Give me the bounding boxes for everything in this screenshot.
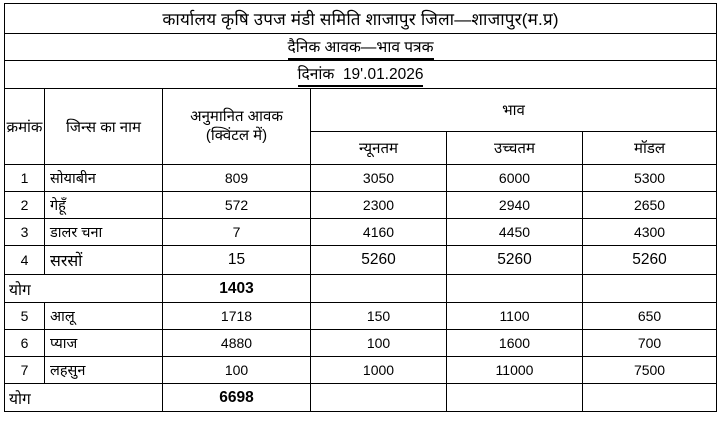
cell-commodity: सोयाबीन: [45, 165, 163, 192]
cell-commodity: डालर चना: [45, 219, 163, 246]
total-value: 6698: [163, 384, 311, 412]
cell-max: 2940: [447, 192, 583, 219]
cell-max: 4450: [447, 219, 583, 246]
table-row: [5, 219, 717, 246]
cell-serial: 1: [5, 165, 45, 192]
document-date-text: [298, 62, 424, 87]
header-arrival-line2: (क्विंटल में): [205, 126, 268, 144]
header-arrival: [163, 89, 311, 165]
cell-max: 1600: [447, 330, 583, 357]
document-subtitle: [5, 34, 717, 61]
cell-modal: 700: [583, 330, 717, 357]
cell-commodity: गेहूँ: [45, 192, 163, 219]
cell-max: 1100: [447, 303, 583, 330]
subtotal-modal-blank: [583, 275, 717, 303]
cell-max: 11000: [447, 357, 583, 384]
document-subtitle-row: [5, 34, 717, 61]
cell-arrival: 809: [163, 165, 311, 192]
subtotal-label: योग: [5, 275, 163, 303]
cell-arrival: 100: [163, 357, 311, 384]
header-arrival-line1: अनुमानित आवक: [190, 107, 283, 125]
total-max-blank: [447, 384, 583, 412]
header-max: उच्चतम: [447, 132, 583, 165]
cell-commodity: प्याज: [45, 330, 163, 357]
cell-arrival: 15: [163, 246, 311, 275]
table-row: [5, 192, 717, 219]
cell-min: 3050: [311, 165, 447, 192]
cell-min: 150: [311, 303, 447, 330]
header-rate-group: भाव: [311, 89, 717, 132]
document-date: [5, 61, 717, 89]
total-modal-blank: [583, 384, 717, 412]
cell-serial: 3: [5, 219, 45, 246]
table-row: [5, 165, 717, 192]
cell-modal: 650: [583, 303, 717, 330]
cell-commodity: लहसुन: [45, 357, 163, 384]
total-min-blank: [311, 384, 447, 412]
cell-serial: 6: [5, 330, 45, 357]
cell-modal: 7500: [583, 357, 717, 384]
subtotal-max-blank: [447, 275, 583, 303]
header-modal: मॉडल: [583, 132, 717, 165]
cell-min: 5260: [311, 246, 447, 275]
table-header-top-row: [5, 89, 717, 132]
cell-modal: 5260: [583, 246, 717, 275]
header-commodity: जिन्स का नाम: [45, 89, 163, 165]
market-rate-table: [4, 3, 717, 412]
cell-serial: 2: [5, 192, 45, 219]
cell-commodity: आलू: [45, 303, 163, 330]
cell-commodity: सरसों: [45, 246, 163, 275]
cell-arrival: 1718: [163, 303, 311, 330]
document-title: कार्यालय कृषि उपज मंडी समिति शाजापुर जिला—शाजापुर(म.प्र): [5, 4, 717, 34]
document-subtitle-text: दैनिक आवक—भाव पत्रक: [288, 35, 434, 60]
cell-arrival: 7: [163, 219, 311, 246]
subtotal-value: 1403: [163, 275, 311, 303]
cell-min: 1000: [311, 357, 447, 384]
cell-max: 6000: [447, 165, 583, 192]
table-row: [5, 357, 717, 384]
cell-serial: 7: [5, 357, 45, 384]
cell-modal: 4300: [583, 219, 717, 246]
header-min: न्यूनतम: [311, 132, 447, 165]
subtotal-row: [5, 275, 717, 303]
cell-max: 5260: [447, 246, 583, 275]
document-sheet: [0, 3, 720, 448]
cell-arrival: 572: [163, 192, 311, 219]
total-row: [5, 384, 717, 412]
subtotal-min-blank: [311, 275, 447, 303]
date-value: 19'.01.2026: [342, 66, 424, 83]
date-label: दिनांक: [297, 66, 335, 83]
document-date-row: [5, 61, 717, 89]
total-label: योग: [5, 384, 163, 412]
cell-min: 4160: [311, 219, 447, 246]
document-title-row: [5, 4, 717, 34]
cell-arrival: 4880: [163, 330, 311, 357]
table-row: [5, 303, 717, 330]
table-row: [5, 330, 717, 357]
cell-modal: 5300: [583, 165, 717, 192]
cell-modal: 2650: [583, 192, 717, 219]
header-serial: क्रमांक: [5, 89, 45, 165]
cell-serial: 4: [5, 246, 45, 275]
cell-serial: 5: [5, 303, 45, 330]
table-row: [5, 246, 717, 275]
cell-min: 2300: [311, 192, 447, 219]
cell-min: 100: [311, 330, 447, 357]
